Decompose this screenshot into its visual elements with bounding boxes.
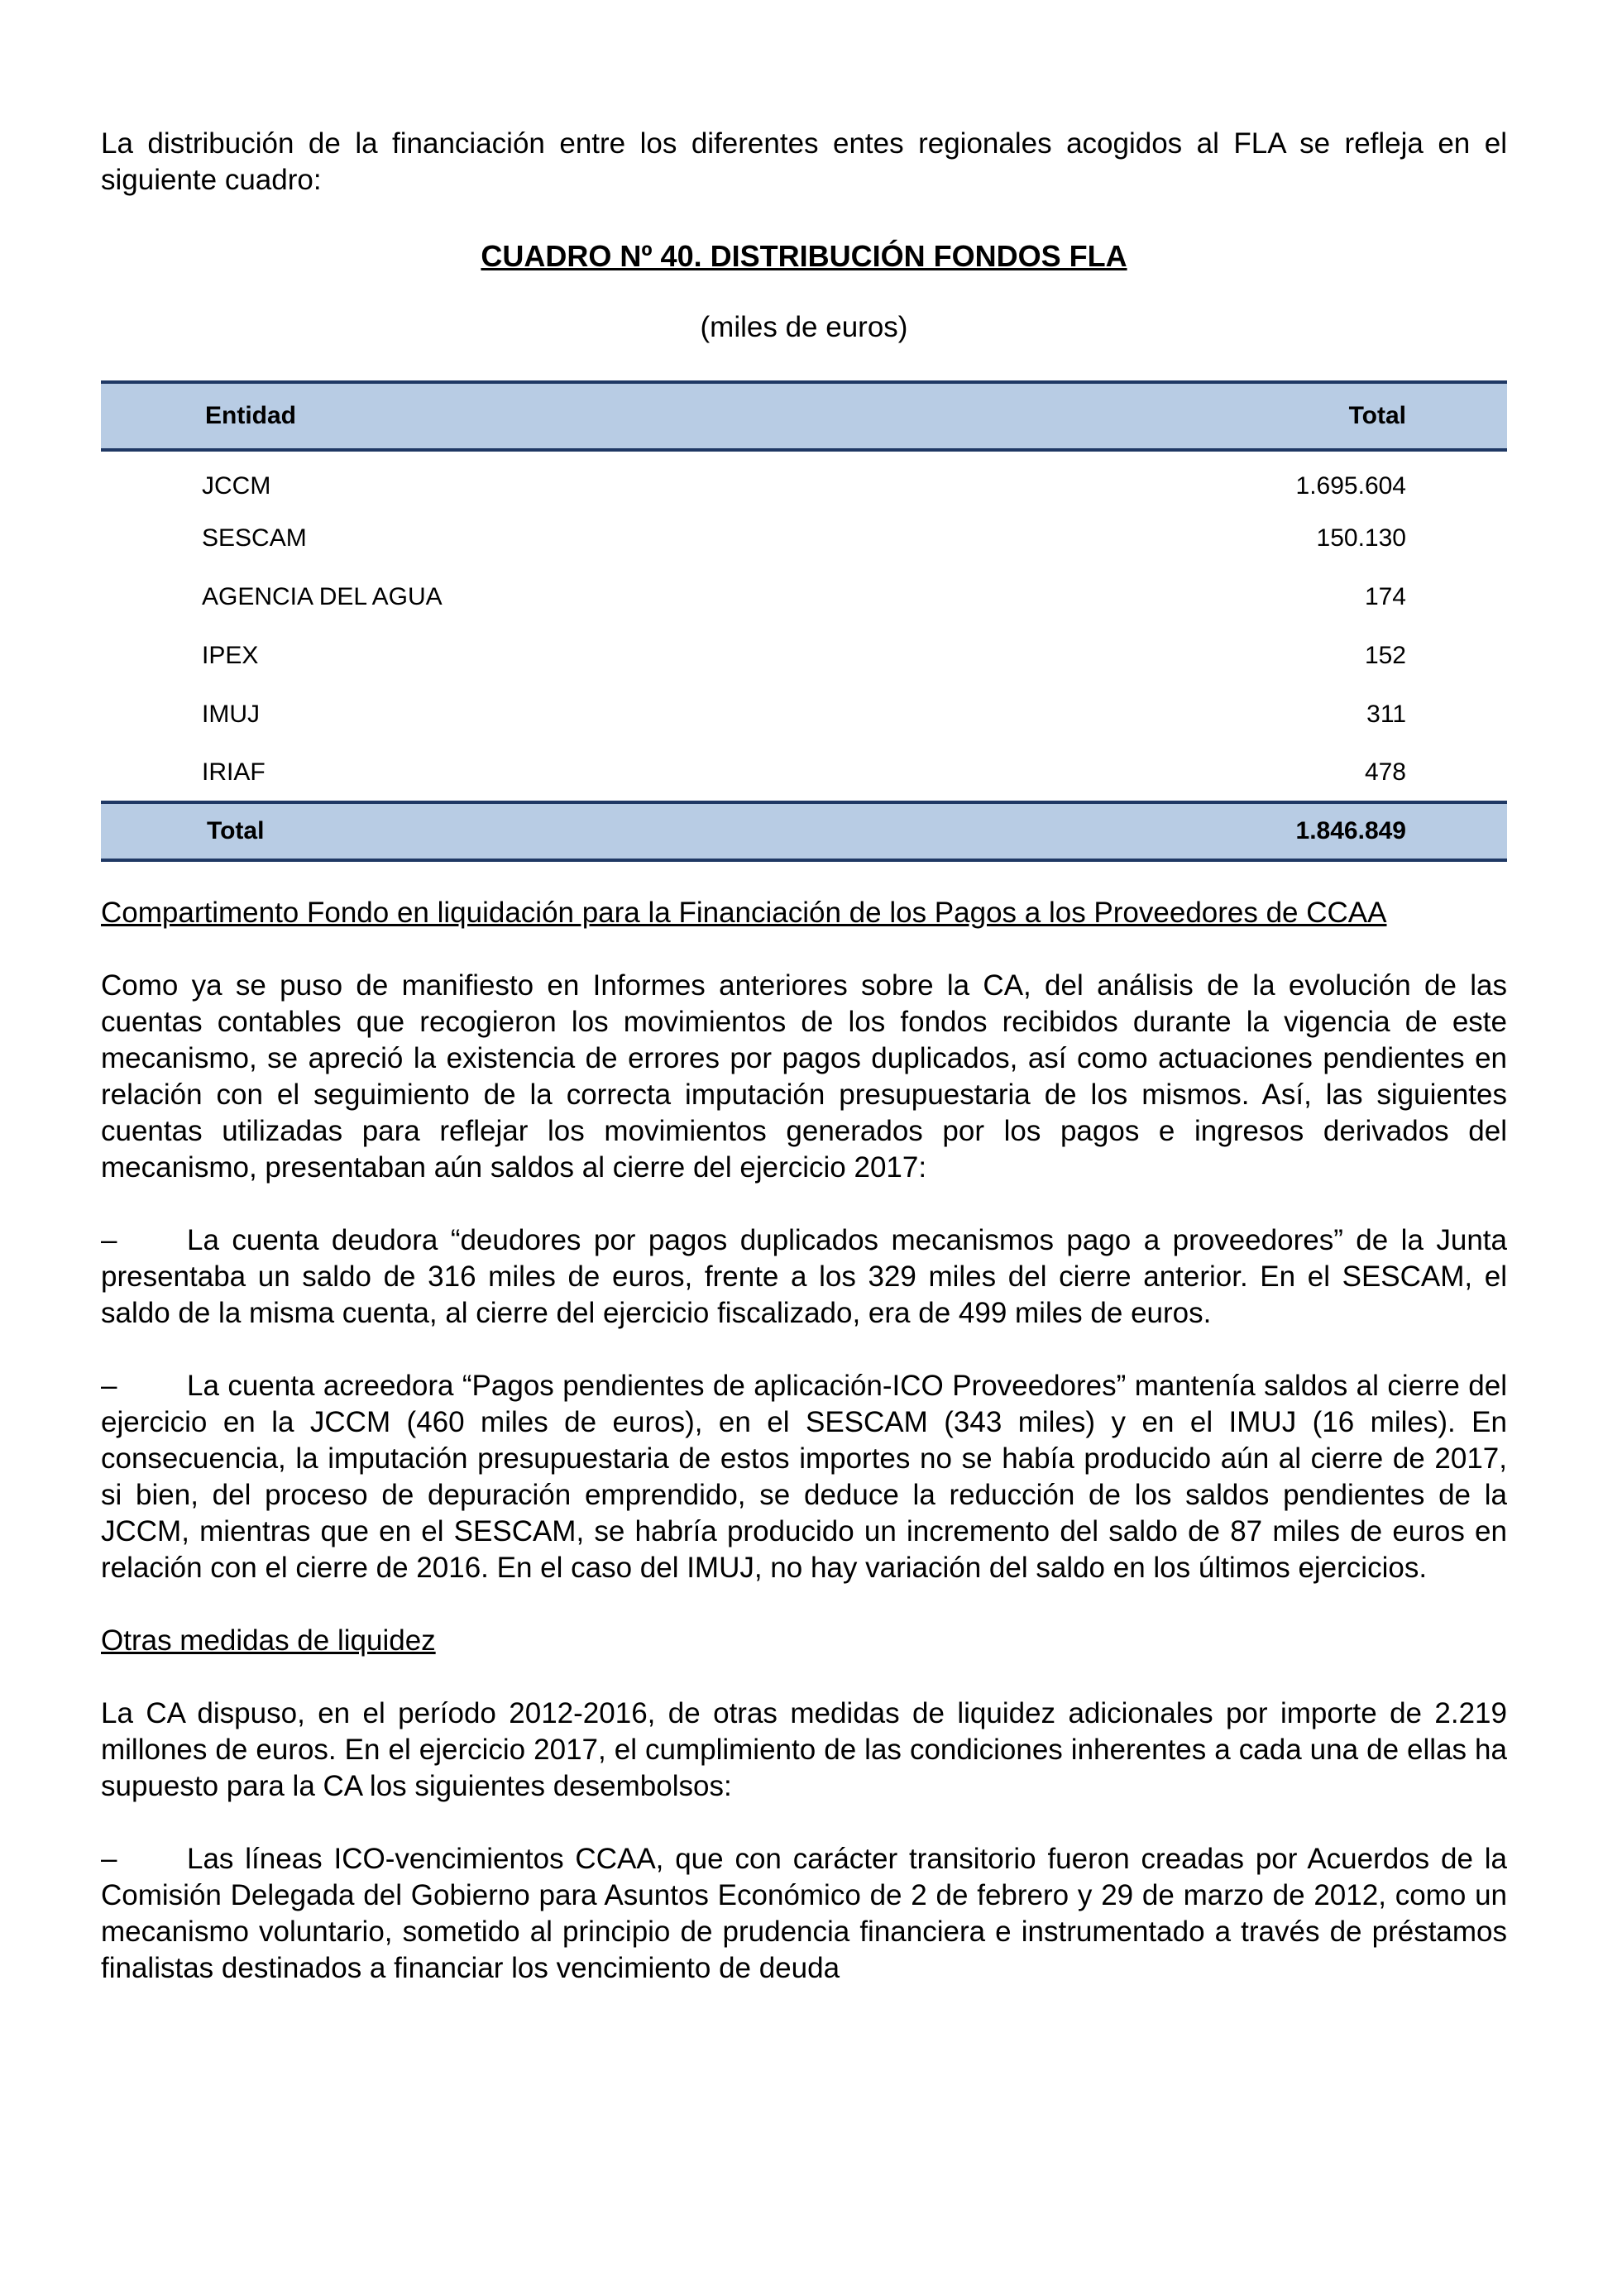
- row-total: 1.695.604: [1295, 471, 1406, 500]
- row-total: 150.130: [1316, 524, 1406, 552]
- table-title: CUADRO Nº 40. DISTRIBUCIÓN FONDOS FLA: [481, 239, 1127, 273]
- header-total: Total: [1348, 402, 1406, 429]
- section2-paragraph: La CA dispuso, en el período 2012-2016, de otras medidas de liquidez adicionales por importe de 2.219 millones de euros. En el ejercicio 2017, el cumplimiento de las condiciones inherentes a cada una de ellas ha supuesto para la CA los siguientes desembolsos:: [101, 1697, 1507, 1802]
- row-total: 152: [1364, 641, 1406, 669]
- row-total: 478: [1364, 758, 1406, 786]
- row-entity: SESCAM: [202, 524, 307, 552]
- document-page: [101, 126, 1507, 2023]
- dash-bullet: –: [101, 1224, 117, 1256]
- total-label: Total: [207, 817, 265, 844]
- row-entity: IPEX: [202, 641, 259, 669]
- header-entity: Entidad: [205, 402, 296, 429]
- row-total: 311: [1366, 700, 1406, 728]
- table-total-row: [101, 802, 1507, 860]
- intro-paragraph: La distribución de la financiación entre los diferentes entes regionales acogidos al FLA se refleja en el siguiente cuadro:: [101, 127, 1507, 196]
- table-header-row: [101, 382, 1507, 450]
- section1-paragraph: Como ya se puso de manifiesto en Informes anteriores sobre la CA, del análisis de la evolución de las cuentas contables que recogieron los movimientos de los fondos recibidos durante la vigencia de este mecanismo, se apreció la existencia de errores por pagos duplicados, así como actuaciones pendientes en relación con el seguimiento de la correcta imputación presupuestaria de los mismos. Así, las siguientes cuentas utilizadas para reflejar los movimientos generados por los pagos e ingresos derivados del mecanismo, presentaban aún saldos al cierre del ejercicio 2017:: [101, 969, 1507, 1184]
- row-total: 174: [1364, 582, 1406, 610]
- section-heading-otras-medidas: Otras medidas de liquidez: [101, 1624, 436, 1657]
- section-heading-fondo-liquidacion: Compartimento Fondo en liquidación para la Financiación de los Pagos a los Proveedores de CCAA: [101, 897, 1387, 929]
- row-entity: IRIAF: [202, 758, 266, 786]
- bullet-text: La cuenta acreedora “Pagos pendientes de aplicación-ICO Proveedores” mantenía saldos al cierre del ejercicio en la JCCM (460 miles de euros), en el SESCAM (343 miles) y en el IMUJ (16 miles). En consecuencia, la imputación presupuestaria de estos importes no se había producido aún al cierre de 2017, si bien, del proceso de depuración emprendido, se deduce la reducción de los saldos pendientes de la JCCM, mientras que en el SESCAM, se habría producido un incremento del saldo de 87 miles de euros en relación con el cierre de 2016. En el caso del IMUJ, no hay variación del saldo en los últimos ejercicios.: [101, 1370, 1507, 1584]
- bullet-item: [101, 1368, 1507, 1586]
- table-subtitle: (miles de euros): [700, 311, 908, 343]
- row-entity: AGENCIA DEL AGUA: [202, 582, 443, 610]
- bullet-text: La cuenta deudora “deudores por pagos duplicados mecanismos pago a proveedores” de la Junta presentaba un saldo de 316 miles de euros, frente a los 329 miles del cierre anterior. En el SESCAM, el saldo de la misma cuenta, al cierre del ejercicio fiscalizado, era de 499 miles de euros.: [101, 1224, 1507, 1329]
- dash-bullet: –: [101, 1843, 117, 1875]
- table-row: [101, 450, 1507, 509]
- bullet-item: [101, 1841, 1507, 1987]
- row-entity: JCCM: [202, 471, 271, 500]
- table-row: [101, 626, 1507, 685]
- table-row: [101, 509, 1507, 567]
- table-row: [101, 567, 1507, 626]
- dash-bullet: –: [101, 1370, 117, 1402]
- row-entity: IMUJ: [202, 700, 260, 728]
- total-value: 1.846.849: [1295, 817, 1406, 844]
- fla-distribution-table: [101, 380, 1507, 862]
- table-row: [101, 744, 1507, 802]
- table-row: [101, 685, 1507, 744]
- bullet-text: Las líneas ICO-vencimientos CCAA, que con carácter transitorio fueron creadas por Acuerdos de la Comisión Delegada del Gobierno para Asuntos Económico de 2 de febrero y 29 de marzo de 2012, como un mecanismo voluntario, sometido al principio de prudencia financiera e instrumentado a través de préstamos finalistas destinados a financiar los vencimiento de deuda: [101, 1843, 1507, 1984]
- bullet-item: [101, 1222, 1507, 1332]
